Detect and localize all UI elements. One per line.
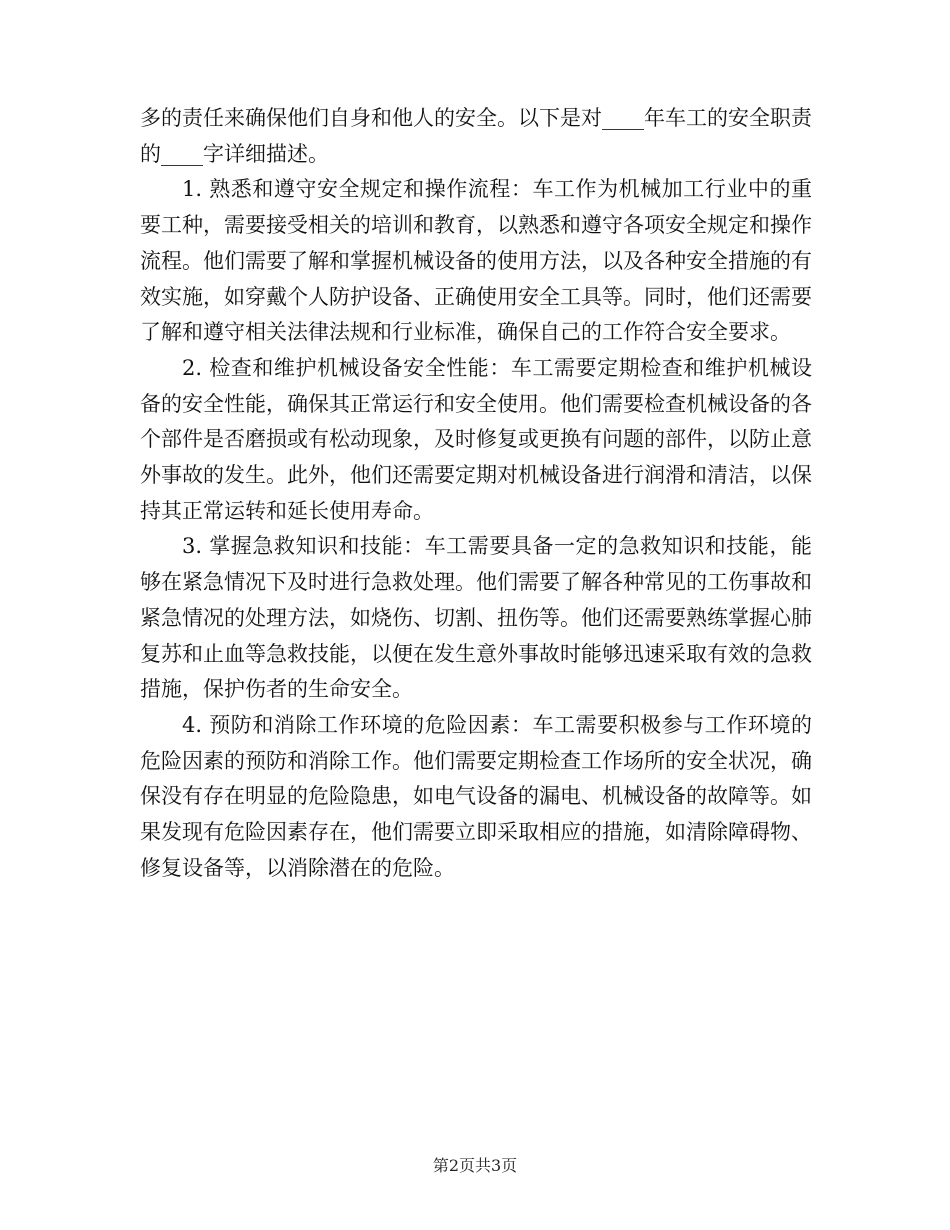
paragraph-item-1: 1. 熟悉和遵守安全规定和操作流程：车工作为机械加工行业中的重要工种，需要接受相关的培训和教育，以熟悉和遵守各项安全规定和操作流程。他们需要了解和掌握机械设备的使用方法，以及各种安全措施的有效实施，如穿戴个人防护设备、正确使用安全工具等。同时，他们还需要了解和遵守相关法律法规和行业标准，确保自己的工作符合安全要求。 — [140, 177, 812, 345]
paragraph-item-2: 2. 检查和维护机械设备安全性能：车工需要定期检查和维护机械设备的安全性能，确保其正常运行和安全使用。他们需要检查机械设备的各个部件是否磨损或有松动现象，及时修复或更换有问题的部件，以防止意外事故的发生。此外，他们还需要定期对机械设备进行润滑和清洁，以保持其正常运转和延长使用寿命。 — [140, 355, 812, 523]
paragraph-continuation: 多的责任来确保他们自身和他人的安全。以下是对____年车工的安全职责的____字详细描述。 — [140, 106, 812, 166]
document-body — [140, 101, 812, 886]
paragraph-item-4: 4. 预防和消除工作环境的危险因素：车工需要积极参与工作环境的危险因素的预防和消除工作。他们需要定期检查工作场所的安全状况，确保没有存在明显的危险隐患，如电气设备的漏电、机械设备的故障等。如果发现有危险因素存在，他们需要立即采取相应的措施，如清除障碍物、修复设备等，以消除潜在的危险。 — [140, 712, 812, 880]
paragraph-item-3: 3. 掌握急救知识和技能：车工需要具备一定的急救知识和技能，能够在紧急情况下及时进行急救处理。他们需要了解各种常见的工伤事故和紧急情况的处理方法，如烧伤、切割、扭伤等。他们还需要熟练掌握心肺复苏和止血等急救技能，以便在发生意外事故时能够迅速采取有效的急救措施，保护伤者的生命安全。 — [140, 534, 812, 702]
page-number-footer: 第2页共3页 — [432, 1156, 518, 1175]
